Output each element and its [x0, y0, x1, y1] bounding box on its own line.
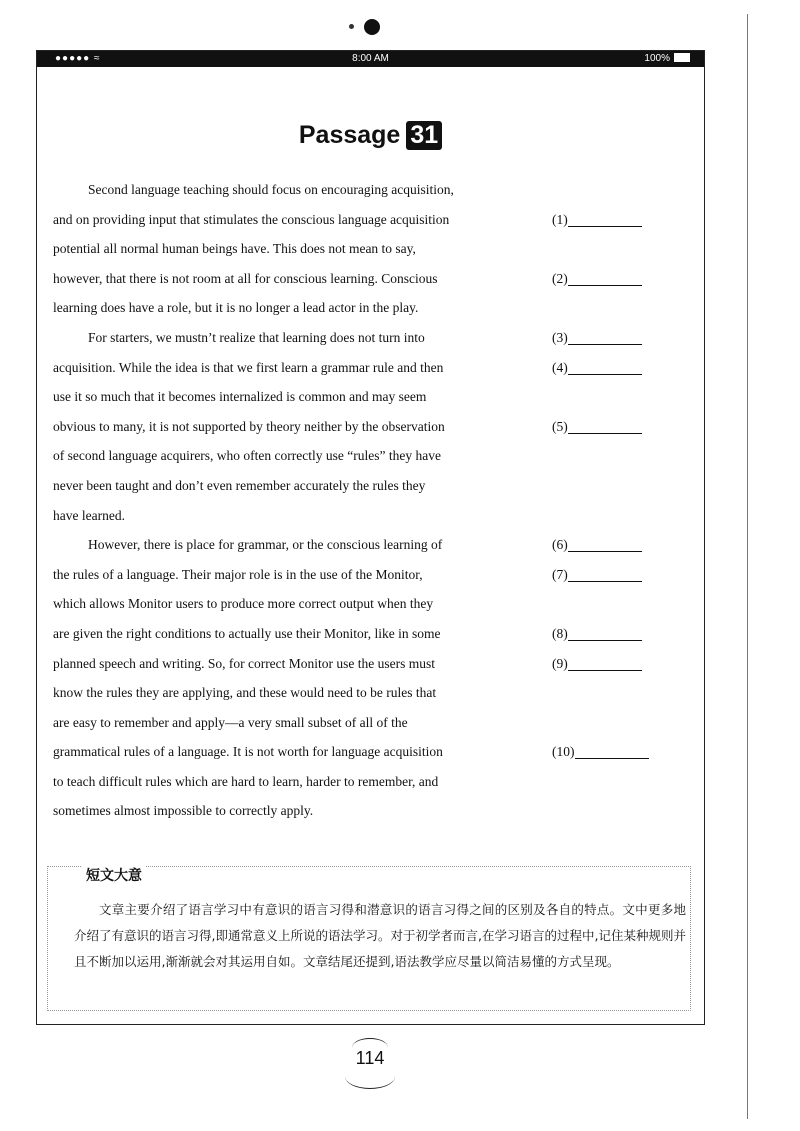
passage-line: For starters, we mustn’t realize that learning does not turn into: [88, 329, 425, 345]
passage-line: of second language acquirers, who often correctly use “rules” they have: [53, 448, 441, 464]
answer-blank-2[interactable]: (2): [552, 264, 642, 294]
summary-box: [47, 866, 691, 1011]
answer-blank-10[interactable]: (10): [552, 737, 649, 767]
page-number-arc-bottom: [345, 1064, 395, 1089]
page-number: 114: [355, 1048, 385, 1068]
passage-line: obvious to many, it is not supported by theory neither by the observation: [53, 418, 445, 434]
passage-line: never been taught and don’t even remember accurately the rules they: [53, 477, 426, 493]
summary-title: 短文大意: [82, 865, 146, 885]
passage-number-badge: 31: [406, 121, 442, 150]
passage-line: and on providing input that stimulates the conscious language acquisition: [53, 211, 450, 227]
passage-line: learning does have a role, but it is no longer a lead actor in the play.: [53, 300, 419, 316]
device-frame: [36, 50, 705, 1025]
answer-blank-9[interactable]: (9): [552, 649, 642, 679]
passage-line: are easy to remember and apply—a very small subset of all of the: [53, 714, 408, 730]
battery-icon: [674, 53, 690, 62]
answer-blank-1[interactable]: (1): [552, 205, 642, 235]
answer-blank-5[interactable]: (5): [552, 412, 642, 442]
status-bar: [37, 51, 704, 67]
passage-line: which allows Monitor users to produce more correct output when they: [53, 596, 434, 612]
passage-line: however, that there is not room at all for conscious learning. Conscious: [53, 270, 438, 286]
answer-blank-4[interactable]: (4): [552, 353, 642, 383]
answer-blank-7[interactable]: (7): [552, 560, 642, 590]
passage-line: sometimes almost impossible to correctly apply.: [53, 803, 314, 819]
status-time: 8:00 AM: [352, 53, 389, 64]
passage-line: are given the right conditions to actually use their Monitor, like in some: [53, 625, 441, 641]
battery-percent: 100%: [644, 53, 670, 64]
passage-line: potential all normal human beings have. This does not mean to say,: [53, 241, 416, 257]
camera-icon: [364, 19, 380, 35]
passage-line: know the rules they are applying, and these would need to be rules that: [53, 685, 437, 701]
answer-blank-3[interactable]: (3): [552, 323, 642, 353]
passage-line: use it so much that it becomes internalized is common and may seem: [53, 389, 427, 405]
passage-line: have learned.: [53, 507, 125, 523]
passage-text: [53, 175, 493, 826]
answer-blank-8[interactable]: (8): [552, 619, 642, 649]
passage-line: However, there is place for grammar, or the conscious learning of: [88, 537, 443, 553]
page-edge-line: [747, 14, 748, 1119]
passage-line: acquisition. While the idea is that we first learn a grammar rule and then: [53, 359, 444, 375]
title-word: Passage: [298, 121, 401, 149]
passage-line: the rules of a language. Their major role is in the use of the Monitor,: [53, 566, 423, 582]
battery-status: [644, 53, 690, 64]
passage-line: planned speech and writing. So, for correct Monitor use the users must: [53, 655, 436, 671]
summary-body: 文章主要介绍了语言学习中有意识的语言习得和潜意识的语言习得之间的区别及各自的特点。文中更多地介绍了有意识的语言习得,即通常意义上所说的语法学习。对于初学者而言,在学习语言的过程中,记住某种规则并且不断加以运用,渐渐就会对其运用自如。文章结尾还提到,语法教学应尽量以简洁易懂的方式呈现。: [74, 902, 686, 969]
page-title: [37, 121, 704, 150]
answer-blank-6[interactable]: (6): [552, 530, 642, 560]
signal-indicator: ●●●●● ≈: [55, 53, 101, 64]
sensor-dot: [349, 24, 354, 29]
passage-line: grammatical rules of a language. It is not worth for language acquisition: [53, 744, 443, 760]
passage-line: Second language teaching should focus on encouraging acquisition,: [88, 182, 454, 197]
passage-line: to teach difficult rules which are hard to learn, harder to remember, and: [53, 773, 439, 789]
